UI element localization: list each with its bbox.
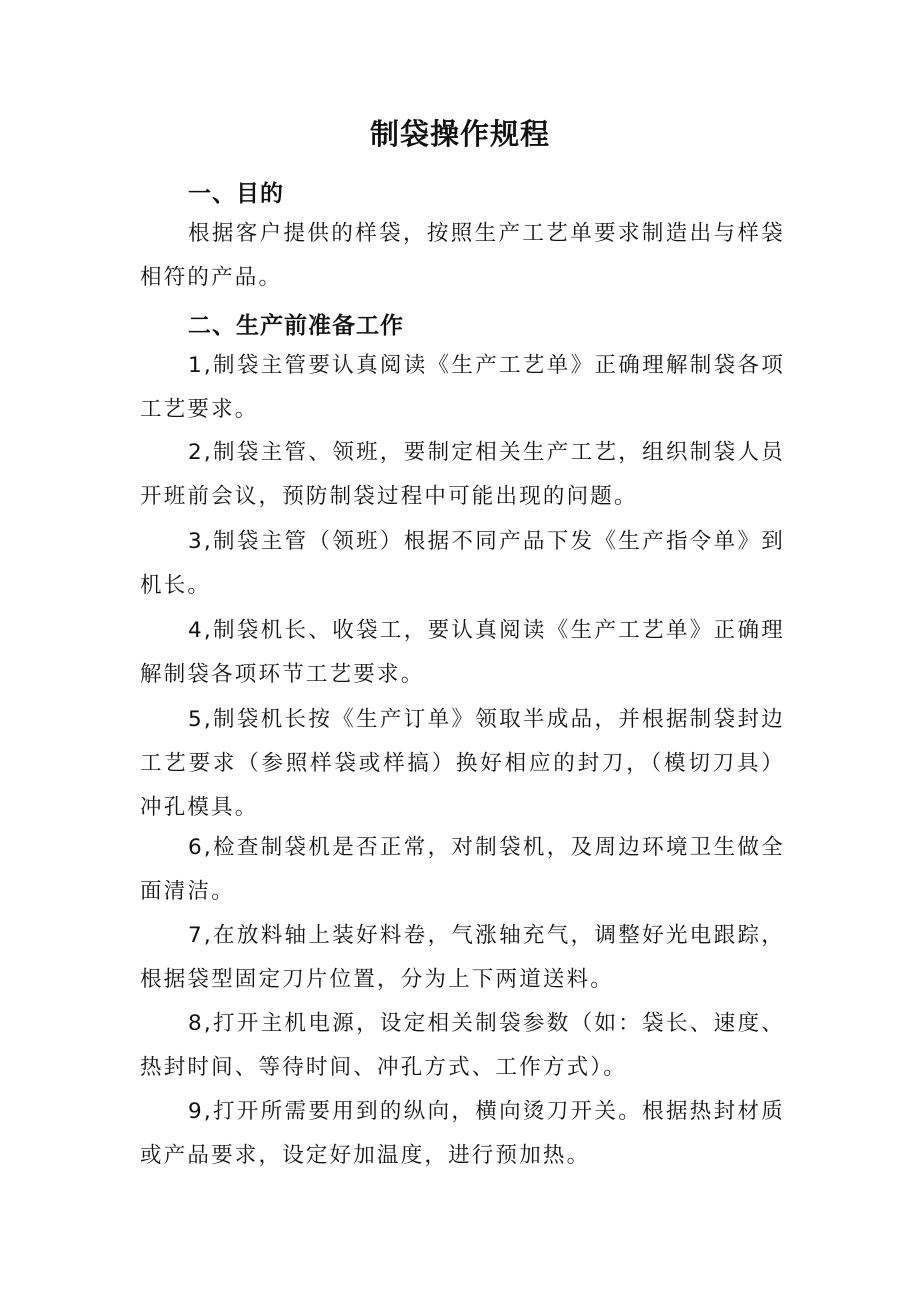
paragraph-item-7: 7,在放料轴上装好料卷，气涨轴充气，调整好光电跟踪，根据袋型固定刀片位置，分为上下两道送料。: [140, 923, 785, 992]
paragraph-item-3: 3,制袋主管（领班）根据不同产品下发《生产指令单》到机长。: [140, 529, 785, 598]
paragraph-item-2: 2,制袋主管、领班，要制定相关生产工艺，组织制袋人员开班前会议，预防制袋过程中可能出现的问题。: [140, 440, 785, 509]
paragraph-purpose: 根据客户提供的样袋，按照生产工艺单要求制造出与样袋相符的产品。: [140, 221, 785, 290]
paragraph-item-9: 9,打开所需要用到的纵向，横向烫刀开关。根据热封材质或产品要求，设定好加温度，进行预加热。: [140, 1099, 785, 1168]
paragraph-item-8: 8,打开主机电源，设定相关制袋参数（如：袋长、速度、热封时间、等待时间、冲孔方式、工作方式）。: [140, 1011, 785, 1080]
section-heading-purpose: 一、目的: [188, 181, 284, 207]
document-title: 制袋操作规程: [369, 117, 550, 151]
paragraph-item-1: 1,制袋主管要认真阅读《生产工艺单》正确理解制袋各项工艺要求。: [140, 353, 785, 422]
paragraph-item-6: 6,检查制袋机是否正常，对制袋机，及周边环境卫生做全面清洁。: [140, 835, 785, 904]
paragraph-item-5: 5,制袋机长按《生产订单》领取半成品，并根据制袋封边工艺要求（参照样袋或样搞）换好相应的封刀，（模切刀具）冲孔模具。: [140, 707, 785, 820]
paragraph-item-4: 4,制袋机长、收袋工，要认真阅读《生产工艺单》正确理解制袋各项环节工艺要求。: [140, 618, 785, 687]
section-heading-preparation: 二、生产前准备工作: [188, 313, 404, 339]
